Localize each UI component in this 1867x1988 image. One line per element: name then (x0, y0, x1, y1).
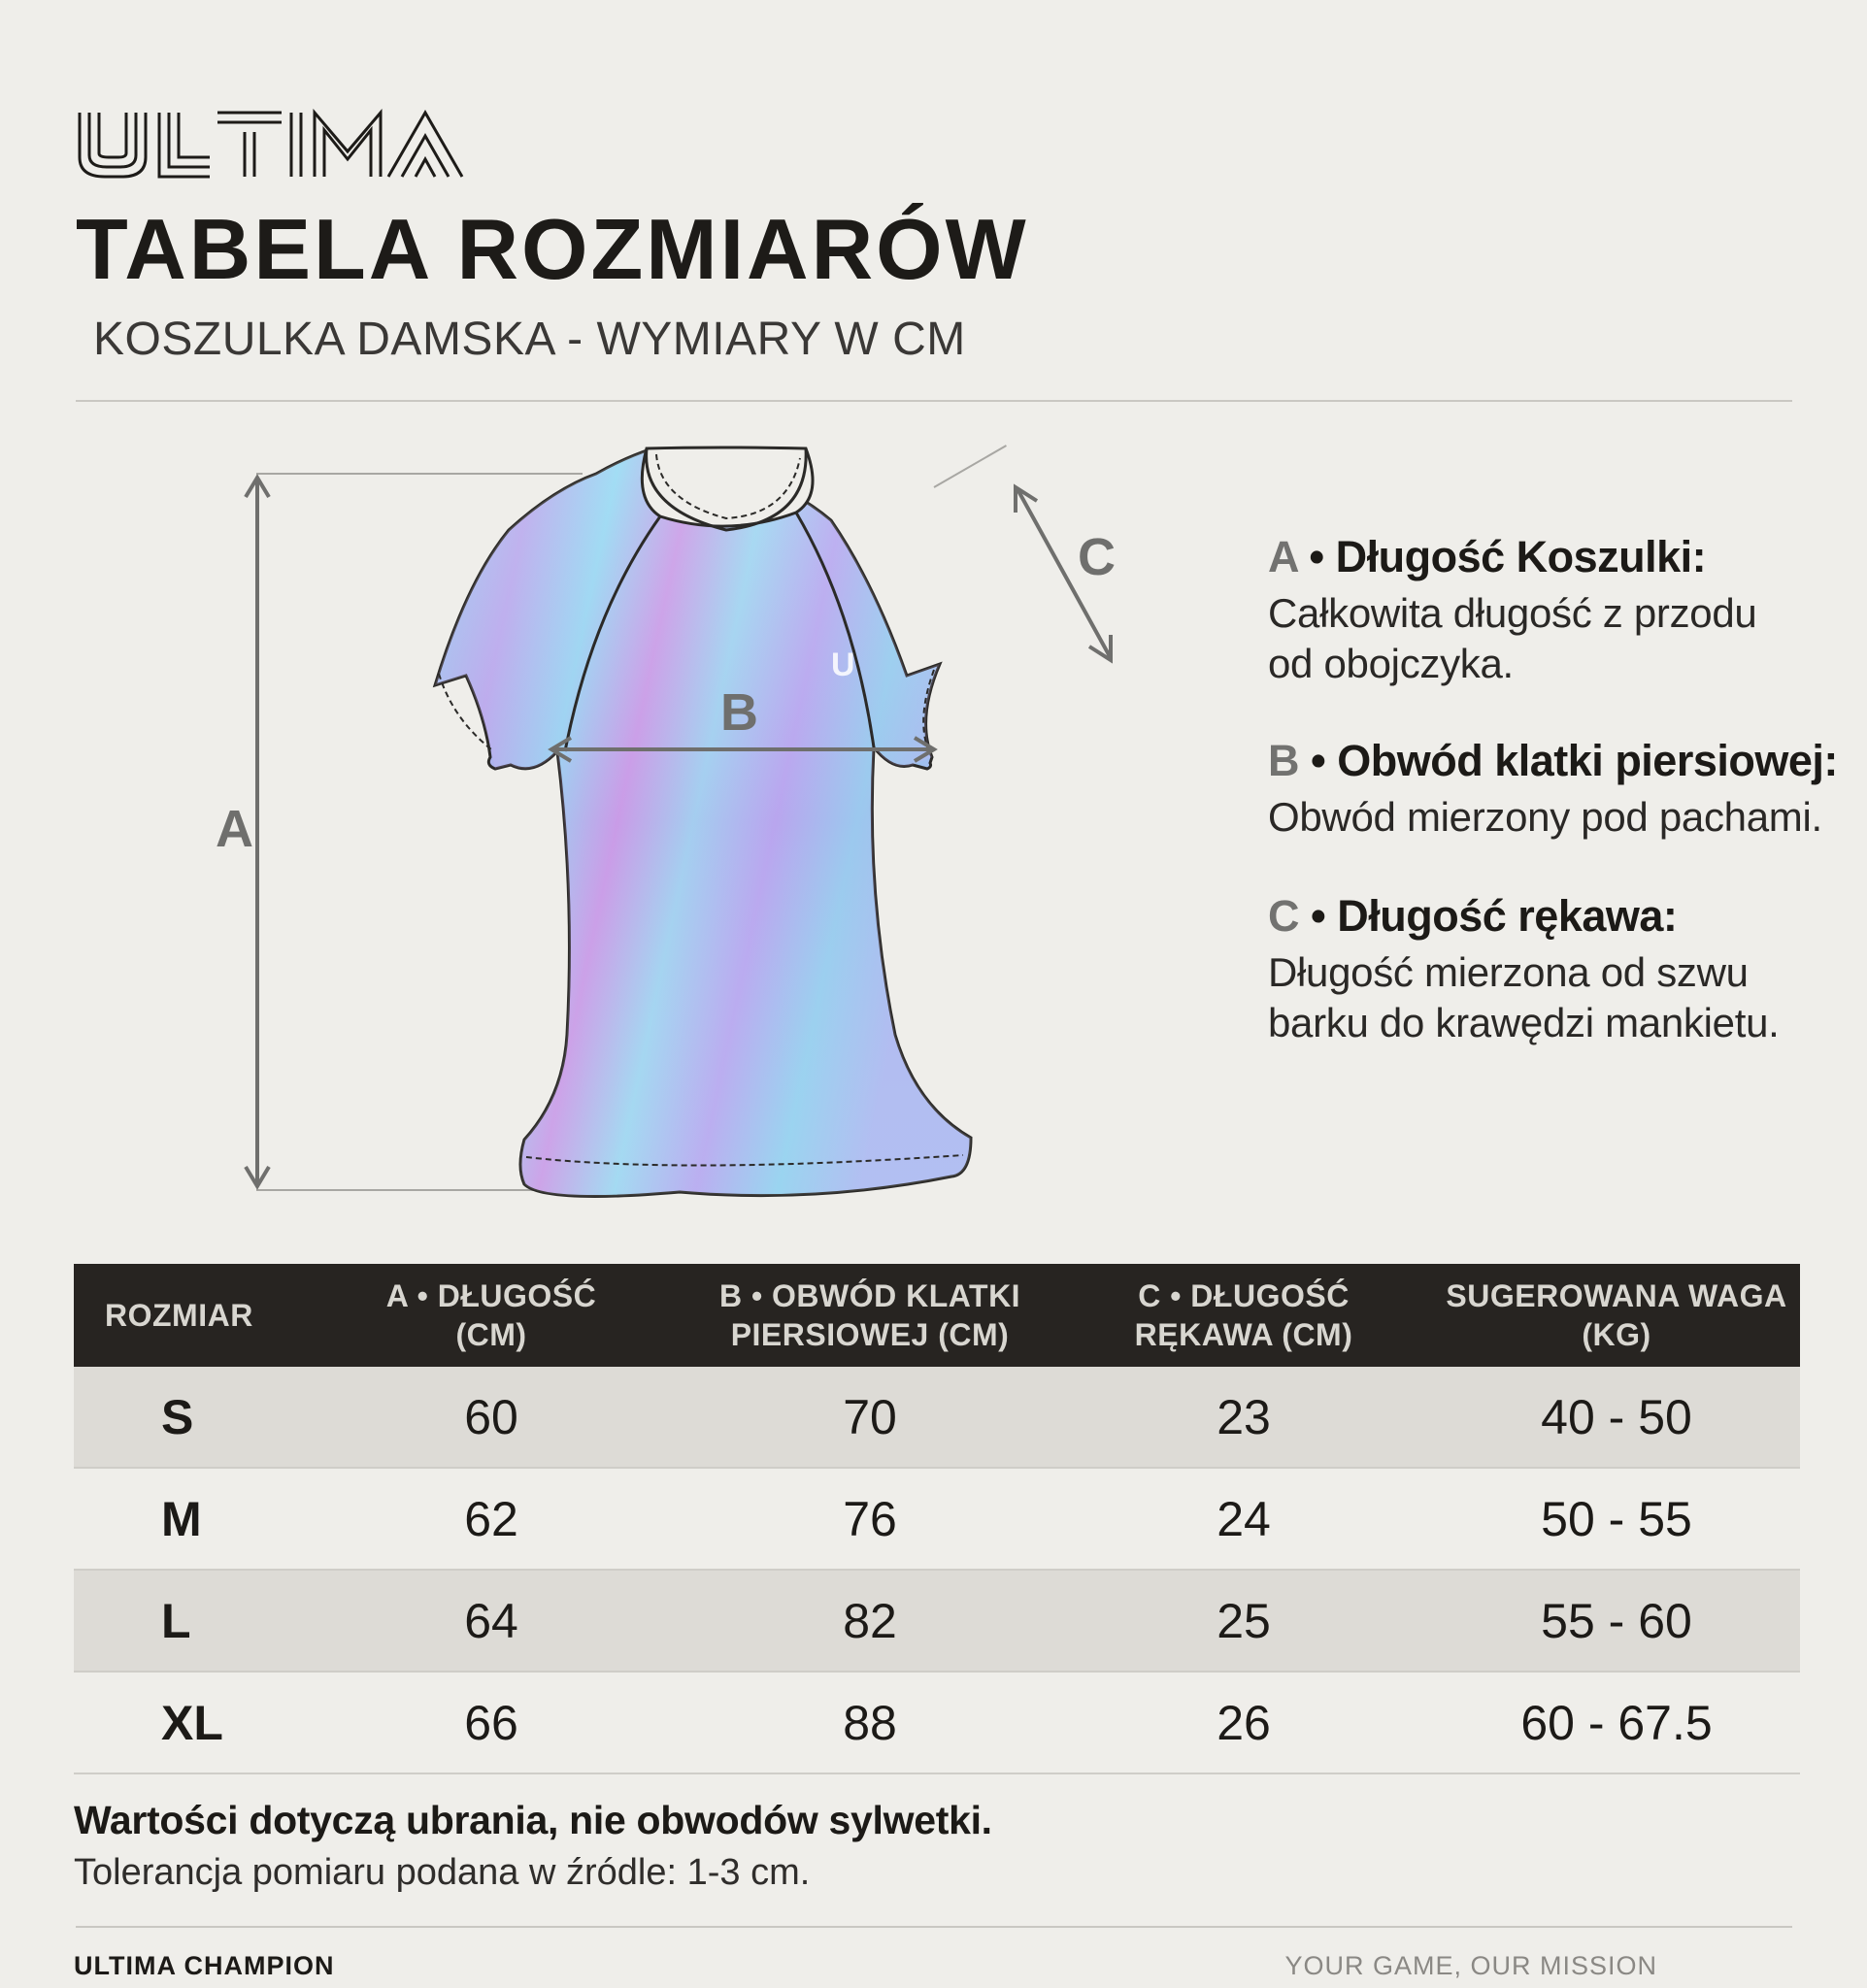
cell-weight: 40 - 50 (1433, 1367, 1800, 1468)
legend-a (1268, 532, 1850, 689)
cell-sleeve: 23 (1054, 1367, 1433, 1468)
table-row (74, 1468, 1800, 1570)
header-divider (76, 400, 1792, 402)
label-b: B (720, 683, 758, 742)
note-tolerance: Tolerancja pomiaru podana w źródle: 1-3 cm. (74, 1852, 811, 1893)
note-bold: Wartości dotyczą ubrania, nie obwodów sylwetki. (74, 1798, 992, 1842)
cell-length: 62 (297, 1468, 685, 1570)
footer-tagline: YOUR GAME, OUR MISSION (1284, 1951, 1657, 1980)
cell-sleeve: 24 (1054, 1468, 1433, 1570)
size-table (74, 1264, 1800, 1774)
legend-line: od obojczyka. (1268, 641, 1514, 686)
cell-chest: 88 (685, 1672, 1054, 1773)
tshirt-measurement-diagram (175, 437, 1126, 1204)
cell-size: XL (74, 1672, 297, 1773)
label-c: C (1078, 528, 1116, 586)
page-title: TABELA ROZMIARÓW (76, 201, 1029, 297)
header-size: ROZMIAR (74, 1264, 297, 1367)
page-subtitle: KOSZULKA DAMSKA - WYMIARY W CM (93, 314, 966, 365)
tshirt-collar (642, 447, 813, 526)
table-row (74, 1367, 1800, 1468)
legend-letter: B (1268, 736, 1299, 785)
header-weight: SUGEROWANA WAGA (KG) (1433, 1264, 1800, 1367)
legend-line: Całkowita długość z przodu (1268, 590, 1757, 636)
legend-b (1268, 736, 1850, 843)
cell-size: S (74, 1367, 297, 1468)
cell-weight: 55 - 60 (1433, 1570, 1800, 1672)
cell-size: L (74, 1570, 297, 1672)
cell-length: 60 (297, 1367, 685, 1468)
header-chest: B • OBWÓD KLATKI PIERSIOWEJ (CM) (685, 1264, 1054, 1367)
cell-length: 66 (297, 1672, 685, 1773)
chest-logo: U (831, 646, 855, 683)
cell-size: M (74, 1468, 297, 1570)
footer-brand: ULTIMA CHAMPION (74, 1951, 335, 1980)
table-row (74, 1672, 1800, 1773)
table-header-row (74, 1264, 1800, 1367)
cell-weight: 60 - 67.5 (1433, 1672, 1800, 1773)
cell-chest: 82 (685, 1570, 1054, 1672)
cell-sleeve: 25 (1054, 1570, 1433, 1672)
legend-title: • Długość Koszulki: (1309, 532, 1707, 581)
cell-weight: 50 - 55 (1433, 1468, 1800, 1570)
table-row (74, 1570, 1800, 1672)
cell-chest: 70 (685, 1367, 1054, 1468)
legend-line: Obwód mierzony pod pachami. (1268, 794, 1822, 840)
legend-letter: A (1268, 532, 1298, 581)
cell-chest: 76 (685, 1468, 1054, 1570)
header-length: A • DŁUGOŚĆ (CM) (297, 1264, 685, 1367)
legend-title: • Długość rękawa: (1311, 891, 1678, 941)
header-sleeve: C • DŁUGOŚĆ RĘKAWA (CM) (1054, 1264, 1433, 1367)
legend-c (1268, 891, 1850, 1048)
legend-line: barku do krawędzi mankietu. (1268, 1000, 1780, 1045)
footer-divider (76, 1926, 1792, 1928)
legend-line: Długość mierzona od szwu (1268, 949, 1749, 995)
legend-title: • Obwód klatki piersiowej: (1311, 736, 1838, 785)
legend-letter: C (1268, 891, 1299, 941)
label-a: A (216, 800, 253, 858)
ultima-logo (76, 109, 474, 181)
cell-sleeve: 26 (1054, 1672, 1433, 1773)
cell-length: 64 (297, 1570, 685, 1672)
